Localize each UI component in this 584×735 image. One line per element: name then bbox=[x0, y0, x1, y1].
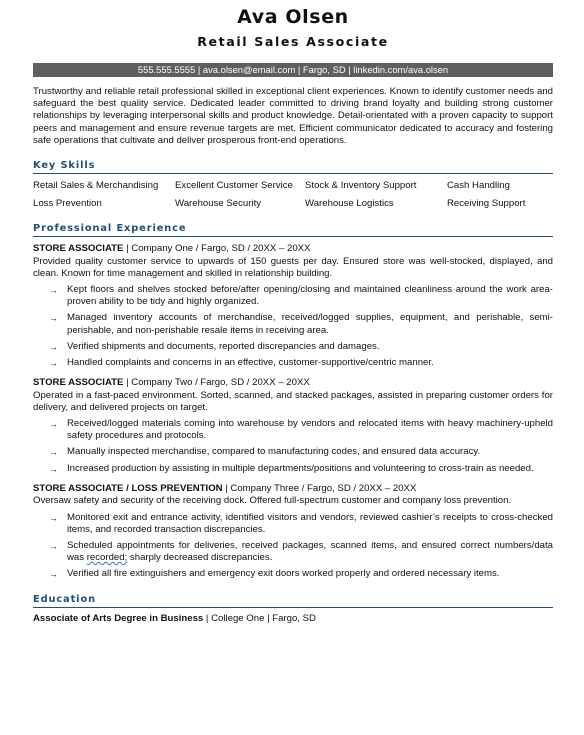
arrow-right-icon: → bbox=[49, 540, 58, 551]
job-entry bbox=[33, 243, 553, 369]
skill-item: Loss Prevention bbox=[33, 198, 102, 210]
bullet-item bbox=[33, 568, 553, 580]
skill-item: Retail Sales & Merchandising bbox=[33, 180, 159, 192]
arrow-right-icon: → bbox=[49, 313, 58, 324]
bullet-text-part: sharply decreased discrepancies. bbox=[127, 552, 273, 564]
skills-grid bbox=[33, 180, 553, 210]
job-details: | Company One / Fargo, SD / 20XX – 20XX bbox=[123, 243, 311, 255]
bullet-item bbox=[33, 446, 553, 458]
section-heading-skills: Key Skills bbox=[33, 159, 553, 174]
bullet-text bbox=[67, 540, 553, 563]
bullet-text: Monitored exit and entrance activity, identified visitors and vendors, reviewed cashier’s receipts to cross-checked items, and recorded transaction discrepancies. bbox=[67, 511, 553, 535]
candidate-title: Retail Sales Associate bbox=[197, 34, 389, 49]
arrow-right-icon: → bbox=[49, 447, 58, 458]
bullet-item bbox=[33, 540, 553, 564]
arrow-right-icon: → bbox=[49, 463, 58, 474]
candidate-name: Ava Olsen bbox=[237, 6, 349, 28]
bullet-text: Increased production by assisting in multiple departments/positions and volunteering to cross-train as needed. bbox=[67, 462, 534, 474]
spellcheck-flagged-word[interactable]: recorded; bbox=[86, 552, 128, 564]
job-bullets bbox=[33, 284, 553, 369]
education-details: | College One | Fargo, SD bbox=[203, 612, 316, 624]
skill-item: Warehouse Logistics bbox=[305, 198, 394, 210]
contact-bar: 555.555.5555 | ava.olsen@email.com | Fargo, SD | linkedin.com/ava.olsen bbox=[33, 63, 553, 77]
arrow-right-icon: → bbox=[49, 419, 58, 430]
bullet-text: Verified shipments and documents, reported discrepancies and damages. bbox=[67, 340, 380, 352]
arrow-right-icon: → bbox=[49, 284, 58, 295]
bullet-item bbox=[33, 463, 553, 475]
bullet-text: Kept floors and shelves stocked before/after opening/closing and maintained cleanliness around the work area-proven ability to be tidy and highly organized. bbox=[67, 283, 553, 308]
job-description: Oversaw safety and security of the receiving dock. Offered full-spectrum customer and company loss prevention. bbox=[33, 495, 512, 507]
skill-item: Stock & Inventory Support bbox=[305, 180, 417, 192]
bullet-text: Handled complaints and concerns in an effective, customer-supportive/centric manner. bbox=[67, 356, 434, 368]
bullet-item bbox=[33, 284, 553, 308]
skill-item: Excellent Customer Service bbox=[175, 180, 293, 192]
education-entry bbox=[33, 613, 553, 625]
job-header bbox=[33, 243, 553, 256]
bullet-text: Manually inspected merchandise, compared to manufacturing codes, and ensured data accuracy. bbox=[67, 446, 481, 458]
section-heading-education: Education bbox=[33, 593, 553, 608]
bullet-text-part: Scheduled appointments for deliveries, received packages, scanned items, and ensured correct numbers/data was bbox=[67, 539, 553, 564]
job-details: | Company Two / Fargo, SD / 20XX – 20XX bbox=[123, 377, 310, 389]
job-bullets bbox=[33, 418, 553, 475]
degree-name: Associate of Arts Degree in Business bbox=[33, 612, 204, 624]
job-bullets bbox=[33, 512, 553, 581]
skill-item: Receiving Support bbox=[447, 198, 526, 210]
arrow-right-icon: → bbox=[49, 357, 58, 368]
job-details: | Company Three / Fargo, SD / 20XX – 20XX bbox=[222, 482, 417, 494]
arrow-right-icon: → bbox=[49, 512, 58, 523]
job-header bbox=[33, 377, 553, 390]
job-description: Operated in a fast-paced environment. Sorted, scanned, and stacked packages, assisted in preparing customer orders for delivery, and delivered projects on target. bbox=[33, 389, 553, 413]
bullet-item bbox=[33, 418, 553, 442]
bullet-item bbox=[33, 312, 553, 336]
job-entry bbox=[33, 377, 553, 475]
skill-item: Cash Handling bbox=[447, 180, 510, 192]
job-role: STORE ASSOCIATE bbox=[33, 377, 124, 389]
job-header bbox=[33, 483, 553, 496]
bullet-text: Received/logged materials coming into warehouse by vendors and relocated items with heavy machinery-upheld safety procedures and protocols. bbox=[67, 418, 553, 442]
section-heading-experience: Professional Experience bbox=[33, 222, 553, 237]
bullet-item bbox=[33, 512, 553, 536]
bullet-item bbox=[33, 357, 553, 369]
bullet-text: Managed inventory accounts of merchandise, received/logged supplies, equipment, and perishable, semi-perishable, and non-perishable resale items in receiving area. bbox=[67, 312, 553, 336]
skill-item: Warehouse Security bbox=[175, 198, 262, 210]
arrow-right-icon: → bbox=[49, 341, 58, 352]
bullet-item bbox=[33, 341, 553, 353]
arrow-right-icon: → bbox=[49, 569, 58, 580]
job-entry bbox=[33, 483, 553, 581]
bullet-text: Verified all fire extinguishers and emergency exit doors worked properly and ordered necessary items. bbox=[67, 568, 500, 580]
job-role: STORE ASSOCIATE bbox=[33, 243, 124, 255]
job-role: STORE ASSOCIATE / LOSS PREVENTION bbox=[33, 482, 223, 494]
job-description: Provided quality customer service to upwards of 150 guests per day. Ensured store was well-stocked, displayed, and clean. Known for time management and skilled in relationship building. bbox=[33, 255, 553, 279]
summary-paragraph: Trustworthy and reliable retail professional skilled in exceptional client experiences. Known to identify customer needs and safeguard the best quality service. Dedicated leader committed to driving brand loyalty and building strong customer relationships by leveraging interpersonal skills and product knowledge. Detail-orientated with a proven capacity to support peers and management and ensure revenue targets are met. Efficient communicator dedicated to accuracy and fostering safe operations that cultivate and deliver prosperous front-end operations. bbox=[33, 86, 553, 146]
